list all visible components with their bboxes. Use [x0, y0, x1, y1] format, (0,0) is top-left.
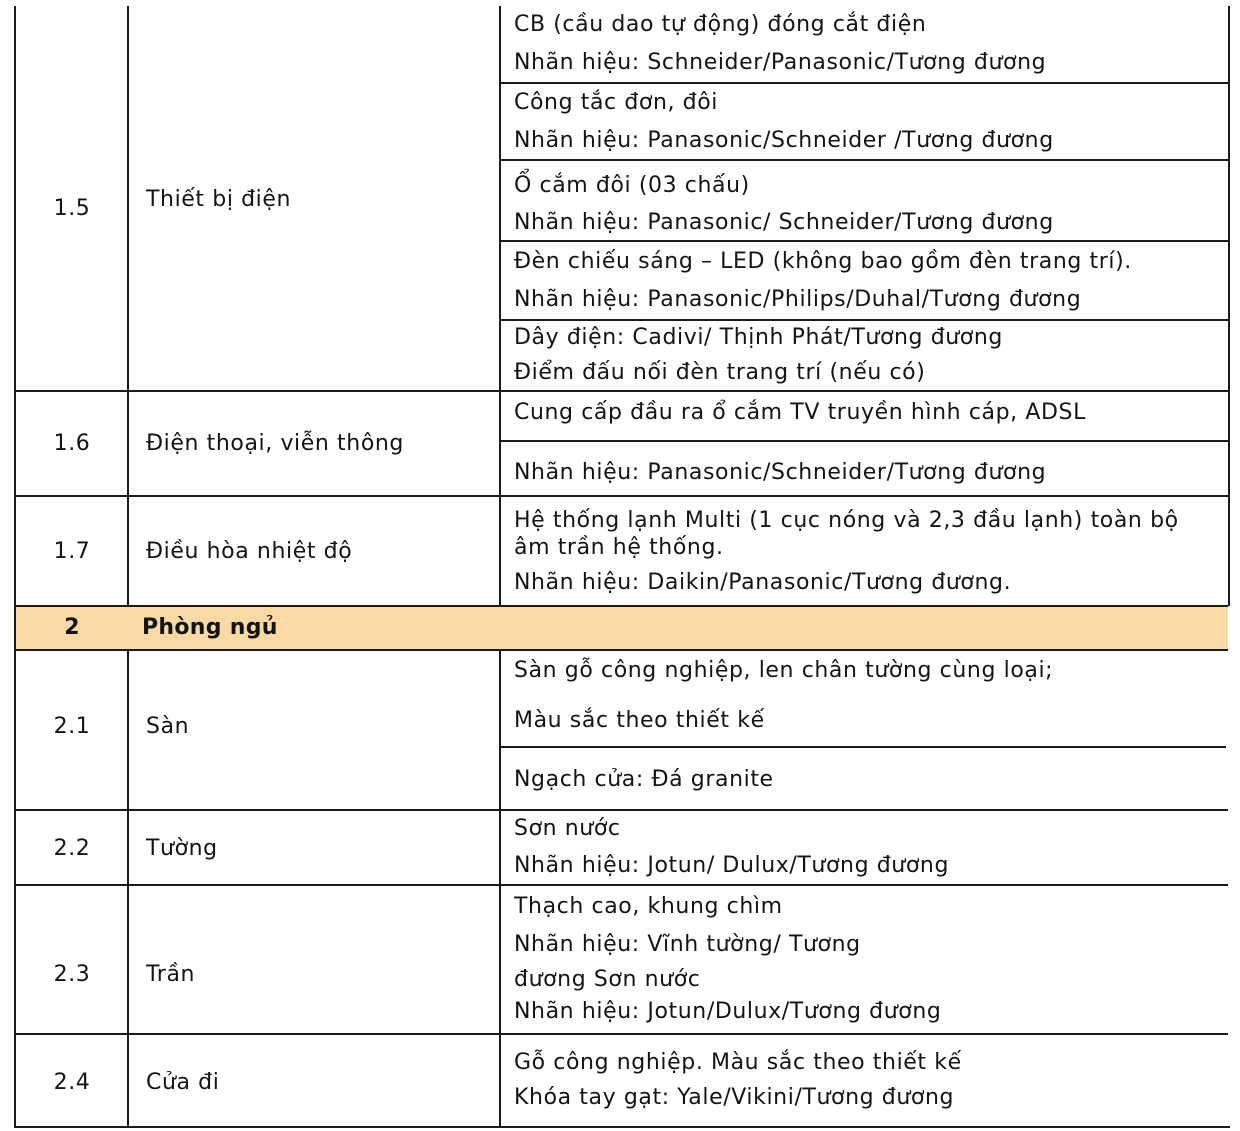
table-right-border: [1228, 6, 1230, 606]
cell-text: Dây điện: Cadivi/ Thịnh Phát/Tương đương: [514, 325, 1003, 350]
cell-text: Nhãn hiệu: Vĩnh tường/ Tương: [514, 932, 861, 957]
table-left-border: [14, 6, 16, 1128]
cell-text: Cung cấp đầu ra ổ cắm TV truyền hình cáp, ADSL: [514, 400, 1086, 425]
row-label: Sàn: [146, 714, 190, 739]
row-number: 2.4: [53, 1070, 91, 1095]
row-label: Cửa đi: [146, 1070, 220, 1095]
row-divider: [15, 495, 1230, 497]
row-divider: [15, 649, 1228, 651]
cell-text: Công tắc đơn, đôi: [514, 90, 719, 115]
cell-text: Sơn nước: [514, 816, 621, 841]
cell-divider: [500, 159, 1230, 161]
row-label: Thiết bị điện: [146, 187, 292, 212]
row-divider: [15, 884, 1228, 886]
cell-divider: [500, 240, 1230, 242]
row-divider: [15, 605, 1228, 607]
cell-text: Nhãn hiệu: Panasonic/Schneider/Tương đương: [514, 460, 1047, 485]
row-divider: [15, 1033, 1228, 1035]
row-label: Điều hòa nhiệt độ: [146, 539, 353, 564]
section-title: Phòng ngủ: [142, 615, 278, 640]
row-number: 1.6: [53, 431, 91, 456]
column-divider: [127, 6, 129, 606]
cell-divider: [500, 319, 1230, 321]
cell-text: Nhãn hiệu: Panasonic/Schneider /Tương đương: [514, 128, 1054, 153]
cell-text: Ngạch cửa: Đá granite: [514, 767, 774, 792]
cell-divider: [500, 82, 1230, 84]
cell-text: Hệ thống lạnh Multi (1 cục nóng và 2,3 đầu lạnh) toàn bộ âm trần hệ thống.: [514, 508, 1179, 560]
cell-text: Gỗ công nghiệp. Màu sắc theo thiết kế: [514, 1050, 962, 1075]
column-divider: [499, 6, 501, 606]
row-number: 1.5: [53, 196, 91, 221]
cell-text: đương Sơn nước: [514, 967, 701, 992]
cell-text: Đèn chiếu sáng – LED (không bao gồm đèn trang trí).: [514, 249, 1132, 274]
section-number: 2: [64, 615, 80, 640]
row-divider: [15, 809, 1228, 811]
cell-text: Khóa tay gạt: Yale/Vikini/Tương đương: [514, 1085, 955, 1110]
column-divider: [499, 649, 501, 1128]
row-label: Điện thoại, viễn thông: [146, 431, 404, 456]
cell-text: Nhãn hiệu: Panasonic/Philips/Duhal/Tương đương: [514, 287, 1082, 312]
cell-divider: [500, 440, 1230, 442]
cell-text: Nhãn hiệu: Schneider/Panasonic/Tương đương: [514, 50, 1047, 75]
cell-text: Nhãn hiệu: Panasonic/ Schneider/Tương đương: [514, 210, 1054, 235]
row-number: 2.1: [53, 714, 91, 739]
row-number: 1.7: [53, 539, 91, 564]
cell-text: Nhãn hiệu: Jotun/Dulux/Tương đương: [514, 999, 942, 1024]
row-divider: [15, 390, 1230, 392]
row-label: Tường: [146, 836, 218, 861]
table-bottom-border: [15, 1126, 1230, 1128]
cell-text: Nhãn hiệu: Jotun/ Dulux/Tương đương: [514, 853, 950, 878]
cell-text: Thạch cao, khung chìm: [514, 894, 783, 919]
cell-text: CB (cầu dao tự động) đóng cắt điện: [514, 12, 927, 37]
cell-divider: [500, 746, 1226, 748]
row-number: 2.2: [53, 836, 91, 861]
cell-text: Ổ cắm đôi (03 chấu): [514, 173, 750, 198]
cell-text: Sàn gỗ công nghiệp, len chân tường cùng loại;: [514, 658, 1054, 683]
cell-text: Màu sắc theo thiết kế: [514, 708, 765, 733]
cell-text: Điểm đấu nối đèn trang trí (nếu có): [514, 360, 926, 385]
row-number: 2.3: [53, 962, 91, 987]
row-label: Trần: [146, 962, 196, 987]
cell-text: Nhãn hiệu: Daikin/Panasonic/Tương đương.: [514, 570, 1012, 595]
